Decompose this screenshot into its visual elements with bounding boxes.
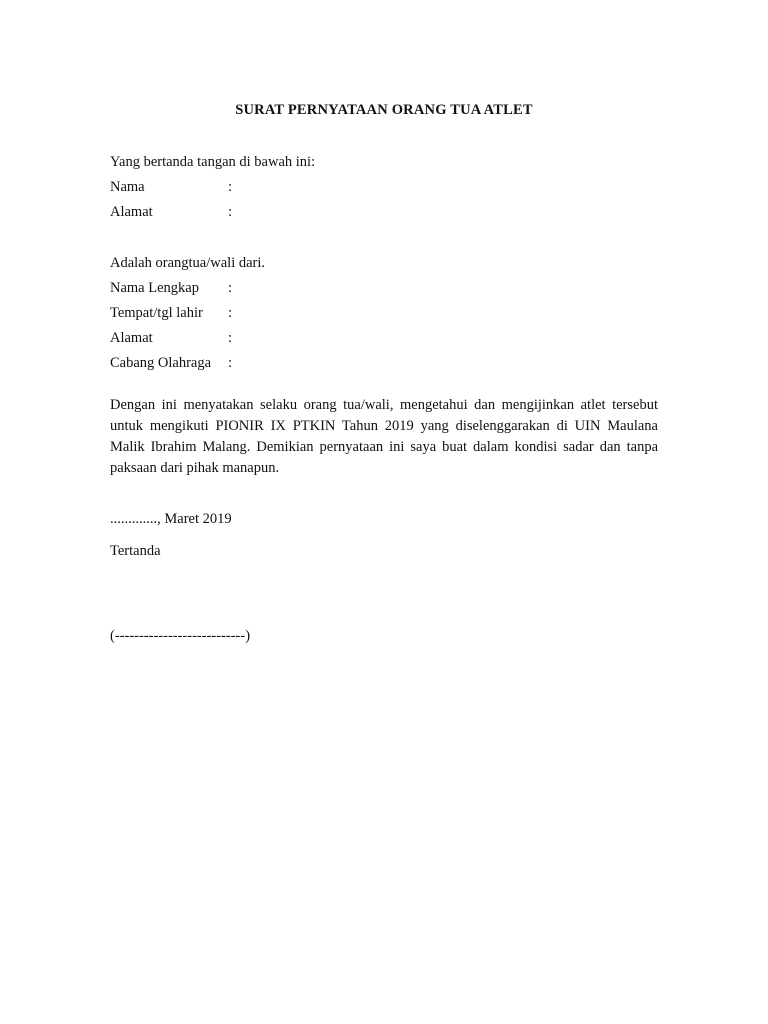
field-colon: : xyxy=(228,330,233,346)
relation-text: Adalah orangtua/wali dari. xyxy=(110,255,266,271)
intro-text: Yang bertanda tangan di bawah ini: xyxy=(110,154,316,170)
field-colon: : xyxy=(228,204,233,220)
signature-label: Tertanda xyxy=(110,543,161,559)
date-line: ............., Maret 2019 xyxy=(110,511,232,527)
field-colon: : xyxy=(228,280,233,296)
field-label: Cabang Olahraga xyxy=(110,355,212,371)
field-colon: : xyxy=(228,179,233,195)
signature-placeholder: (---------------------------) xyxy=(110,628,251,644)
field-label: Alamat xyxy=(110,330,153,346)
statement-paragraph: Dengan ini menyatakan selaku orang tua/wali, mengetahui dan mengijinkan atlet tersebut untuk mengikuti PIONIR IX PTKIN Tahun 2019 yang diselenggarakan di UIN Maulana Malik Ibrahim Malang. Demikian pernyataan ini saya buat dalam kondisi sadar dan tanpa paksaan dari pihak manapun. xyxy=(110,397,658,476)
field-label: Nama xyxy=(110,179,145,195)
field-label: Nama Lengkap xyxy=(110,280,199,296)
field-colon: : xyxy=(228,355,233,371)
document-title: SURAT PERNYATAAN ORANG TUA ATLET xyxy=(235,102,533,118)
field-colon: : xyxy=(228,305,233,321)
field-label: Tempat/tgl lahir xyxy=(110,305,203,321)
field-label: Alamat xyxy=(110,204,153,220)
